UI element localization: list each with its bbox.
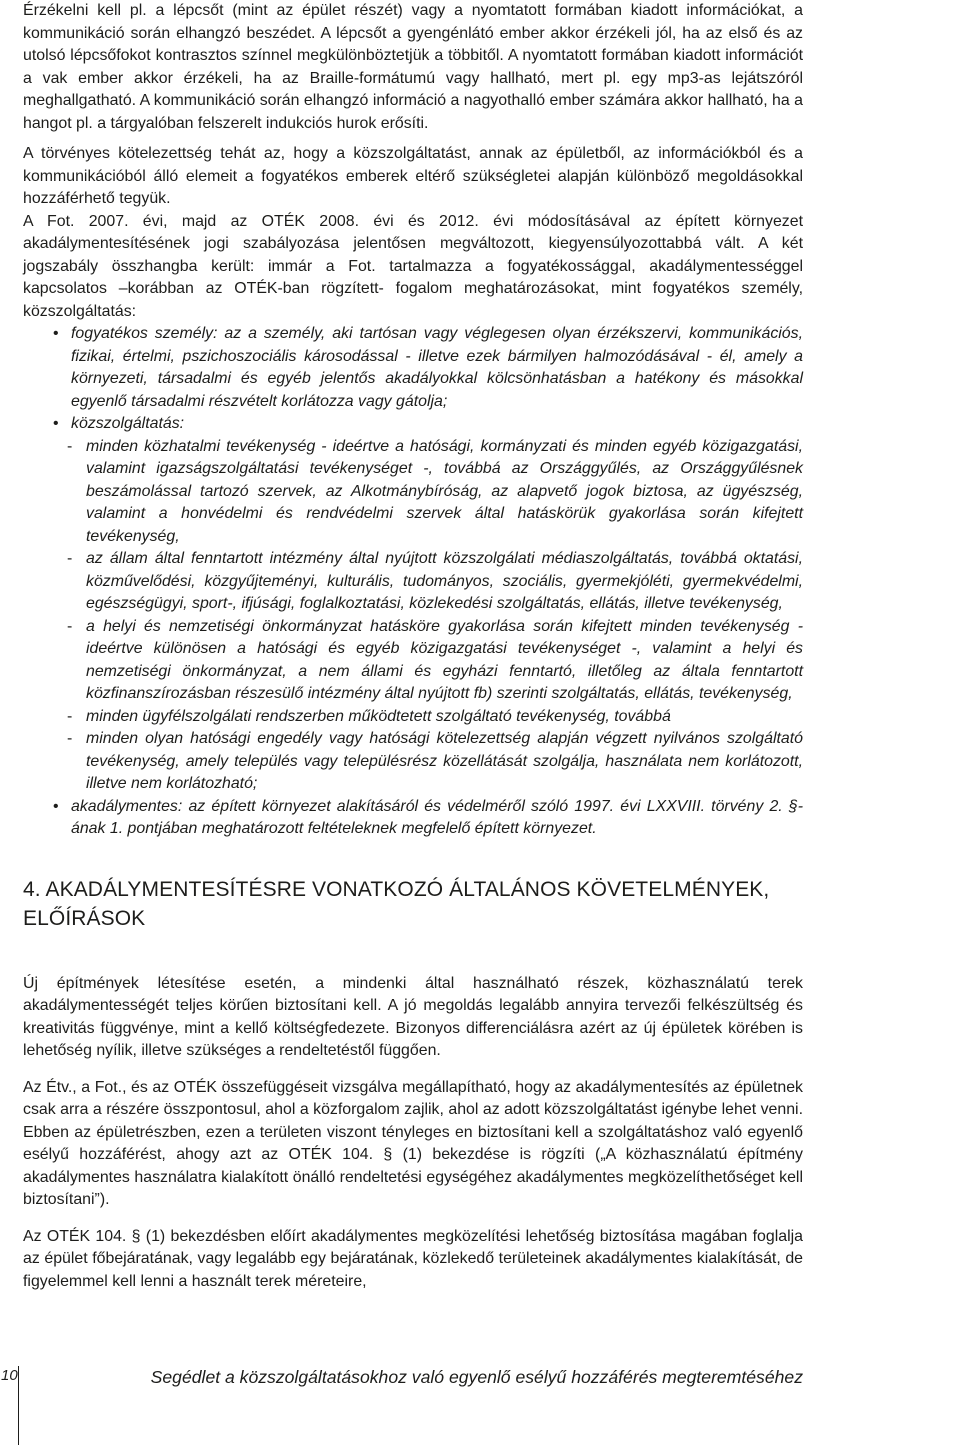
paragraph-legal-obligation: A törvényes kötelezettség tehát az, hogy a közszolgáltatást, annak az épületből, az információkból és a kommunikációból álló elemeit a fogyatékos emberek eltérő szükségletei alapján különböző megoldásokkal hozzáférhető tegyük. [23, 145, 803, 207]
definition-label: közszolgáltatás: [71, 415, 185, 432]
definition-text: fogyatékos személy: az a személy, aki tartósan vagy véglegesen olyan érzékszervi, kommunikációs, fizikai, értelmi, pszichoszociális károsodással - illetve ezek bármilyen halmozódásával - él, amely a környezeti, társadalmi és egyéb jelentős akadályokkal kölcsönhatásban a hatékony és másokkal egyenlő társadalmi részvételt korlátozza vagy gátolja; [71, 325, 803, 410]
definition-list [23, 323, 803, 841]
definition-item-akadalymentes [23, 796, 803, 841]
dash-marker: - [67, 730, 73, 747]
service-subitem-text: az állam által fenntartott intézmény által nyújtott közszolgálati médiaszolgáltatás, továbbá oktatási, közművelődési, közgyűjteményi, kulturális, tudományos, szociális, gyermekjóléti, gyermekvédelmi, egészségügyi, sport-, ifjúsági, foglalkoztatási, közlekedési szolgáltatás, ellátás, illetve tevékenység, [86, 550, 803, 612]
paragraph-perception: Érzékelni kell pl. a lépcsőt (mint az épület részét) vagy a nyomtatott formában kiadott információkat, a kommunikáció során elhangzó beszédet. A lépcsőt a gyengénlátó ember akkor érzékeli jól, ha az első és az utolsó lépcsőfokot kontrasztos színnel megkülönböztetjük a többitől. A nyomtatott formában kiadott információt a vak ember akkor érzékeli, ha az Braille-formátumú vagy hallható, mert pl. egy mp3-as lejátszóról meghallgatható. A kommunikáció során elhangzó információ a nagyothalló ember számára akkor hallható, ha a hangot pl. a tárgyalóban felszerelt indukciós hurok erősíti. [23, 2, 803, 132]
section-heading: 4. AKADÁLYMENTESÍTÉSRE VONATKOZÓ ÁLTALÁNOS KÖVETELMÉNYEK, ELŐÍRÁSOK [23, 877, 770, 930]
service-subitem [67, 728, 803, 796]
service-subitem-text: a helyi és nemzetiségi önkormányzat hatásköre gyakorlása során kifejtett minden tevékenység - ideértve különösen a hatósági és egyéb közigazgatási tevékenységet -, valamint a helyi és nemzetiségi önkormányzat, a nem állami és egyházi fenntartó, illetőleg az általa fenntartott közfinanszírozásban részesülő intézmény által nyújtott fb) szerinti szolgáltatás, ellátás, tevékenység, [86, 617, 803, 702]
page-footer [0, 1366, 960, 1445]
service-subitem [67, 436, 803, 549]
dash-marker: - [67, 707, 73, 725]
service-subitem [67, 706, 803, 729]
service-subitem-text: minden olyan hatósági engedély vagy hatósági kötelezettség alapján végzett nyilvános szolgáltató tevékenység, amely település vagy településrész közellátását szolgálja, használata nem korlátozott, illetve nem korlátozható; [86, 730, 803, 792]
paragraph-new-buildings: Új építmények létesítése esetén, a mindenki által használható részek, közhasználatú terek akadálymentességét teljes körűen biztosítani kell. A jó megoldás legalább annyira tervezői felkészültség és kreativitás függvénye, mint a kellő költségfedezete. Bizonyos differenciálásra azért az új épületek körében is lehetőség nyílik, illetve szükséges a rendeltetéstől függően. [23, 974, 803, 1059]
paragraph-legal-context: Az Étv., a Fot., és az OTÉK összefüggéseit vizsgálva megállapítható, hogy az akadálymentesítés az épületnek csak arra a részére összpontosul, ahol a közforgalom zajlik, ahol az adott közszolgáltatást igénybe lehet venni. Ebben az épületrészben, ezen a területen viszont tényleges en biztosítani kell a szolgáltatáshoz való egyenlő esélyű hozzáférést, ahogy azt az OTÉK 104. § (1) bekezdése is rögzíti („A közhasználatú építmény akadálymentes használatra kialakított önálló rendeltetési egységéhez akadálymentes megközelíthetőséget kell biztosítani”). [23, 1078, 803, 1208]
service-subitem-text: minden közhatalmi tevékenység - ideértve a hatósági, kormányzati és minden egyéb közigazgatási, valamint igazságszolgáltatási tevékenységet -, továbbá az Országgyűlés, az Országgyűlésnek beszámolással tartozó szervek, az Alkotmánybíróság, az alapvető jogok biztosa, az ügyészség, valamint a honvédelmi és rendvédelmi szervek által hatáskörük gyakorlása során kifejtett tevékenység, [86, 437, 803, 545]
service-subitem-text: minden ügyfélszolgálati rendszerben működtetett szolgáltató tevékenység, továbbá [86, 707, 671, 725]
page-number: 10 [1, 1367, 18, 1384]
service-subitem [67, 548, 803, 616]
service-subitem [67, 616, 803, 706]
definition-item-fogyatekos-szemely [23, 323, 803, 413]
dash-marker: - [67, 437, 73, 455]
definition-item-kozszolgaltatas [23, 413, 803, 796]
bullet-marker: • [53, 415, 59, 432]
dash-marker: - [67, 617, 73, 635]
paragraph-otek-104: Az OTÉK 104. § (1) bekezdésben előírt akadálymentes megközelítési lehetőség biztosítása magában foglalja az épület főbejáratának, vagy legalább egy bejáratának, közlekedő területeinek akadálymentes kialakítását, de figyelemmel kell lenni a használt terek méreteire, [23, 1227, 803, 1290]
bullet-marker: • [53, 797, 59, 815]
service-sublist [67, 436, 803, 796]
footer-divider [18, 1366, 19, 1445]
definition-text: akadálymentes: az épített környezet alakításáról és védelméről szóló 1997. évi LXXVIII. törvény 2. §-ának 1. pontjában meghatározott feltételeknek megfelelő épített környezet. [71, 797, 803, 837]
dash-marker: - [67, 550, 73, 567]
page-content [23, 0, 803, 1293]
footer-running-title: Segédlet a közszolgáltatásokhoz való egyenlő esélyű hozzáférés megteremtéséhez [150, 1367, 803, 1387]
bullet-marker: • [53, 325, 59, 342]
paragraph-regulation-history: A Fot. 2007. évi, majd az OTÉK 2008. évi és 2012. évi módosításával az épített környezet akadálymentesítésének jogi szabályozása jelentősen megváltozott, kiegyensúlyozottabbá vált. A két jogszabály összhangba került: immár a Fot. tartalmazza a fogyatékossággal, akadálymentességgel kapcsolatos –korábban az OTÉK-ban rögzített- fogalom meghatározásokat, mint fogyatékos személy, közszolgáltatás: [23, 212, 803, 320]
